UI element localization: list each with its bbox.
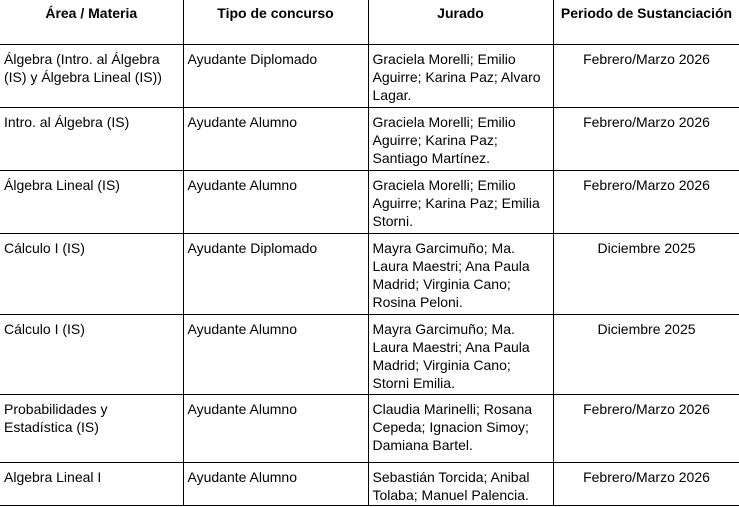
table-row xyxy=(0,462,739,505)
cell-periodo: Febrero/Marzo 2026 xyxy=(553,107,739,170)
cell-area: Algebra Lineal I xyxy=(0,462,183,505)
cell-periodo: Febrero/Marzo 2026 xyxy=(553,44,739,107)
cell-area: Cálculo I (IS) xyxy=(0,314,183,394)
cell-area: Cálculo I (IS) xyxy=(0,233,183,314)
cell-periodo: Diciembre 2025 xyxy=(553,233,739,314)
cell-tipo: Ayudante Alumno xyxy=(183,394,368,462)
table-row xyxy=(0,233,739,314)
cell-jurado: Graciela Morelli; Emilio Aguirre; Karina Paz; Alvaro Lagar. xyxy=(368,44,553,107)
cell-periodo: Diciembre 2025 xyxy=(553,314,739,394)
cell-jurado: Mayra Garcimuño; Ma. Laura Maestri; Ana Paula Madrid; Virginia Cano; Storni Emilia. xyxy=(368,314,553,394)
table-row xyxy=(0,107,739,170)
cell-periodo: Febrero/Marzo 2026 xyxy=(553,394,739,462)
cell-area: Álgebra (Intro. al Álgebra (IS) y Álgebra Lineal (IS)) xyxy=(0,44,183,107)
table-row xyxy=(0,314,739,394)
header-tipo: Tipo de concurso xyxy=(183,0,368,44)
table-row xyxy=(0,394,739,462)
cell-tipo: Ayudante Diplomado xyxy=(183,233,368,314)
cell-tipo: Ayudante Alumno xyxy=(183,170,368,233)
header-row xyxy=(0,0,739,44)
header-jurado: Jurado xyxy=(368,0,553,44)
table-row xyxy=(0,44,739,107)
cell-periodo: Febrero/Marzo 2026 xyxy=(553,462,739,505)
cell-jurado: Claudia Marinelli; Rosana Cepeda; Ignacion Simoy; Damiana Bartel. xyxy=(368,394,553,462)
cell-tipo: Ayudante Alumno xyxy=(183,462,368,505)
cell-area: Probabilidades y Estadística (IS) xyxy=(0,394,183,462)
cell-tipo: Ayudante Diplomado xyxy=(183,44,368,107)
cell-jurado: Mayra Garcimuño; Ma. Laura Maestri; Ana Paula Madrid; Virginia Cano; Rosina Peloni. xyxy=(368,233,553,314)
cell-jurado: Graciela Morelli; Emilio Aguirre; Karina Paz; Emilia Storni. xyxy=(368,170,553,233)
table-row xyxy=(0,170,739,233)
cell-jurado: Graciela Morelli; Emilio Aguirre; Karina Paz; Santiago Martínez. xyxy=(368,107,553,170)
cell-tipo: Ayudante Alumno xyxy=(183,107,368,170)
cell-periodo: Febrero/Marzo 2026 xyxy=(553,170,739,233)
header-periodo: Periodo de Sustanciación xyxy=(553,0,739,44)
header-area: Área / Materia xyxy=(0,0,183,44)
cell-tipo: Ayudante Alumno xyxy=(183,314,368,394)
cell-area: Álgebra Lineal (IS) xyxy=(0,170,183,233)
cell-jurado: Sebastián Torcida; Anibal Tolaba; Manuel Palencia. xyxy=(368,462,553,505)
cell-area: Intro. al Álgebra (IS) xyxy=(0,107,183,170)
